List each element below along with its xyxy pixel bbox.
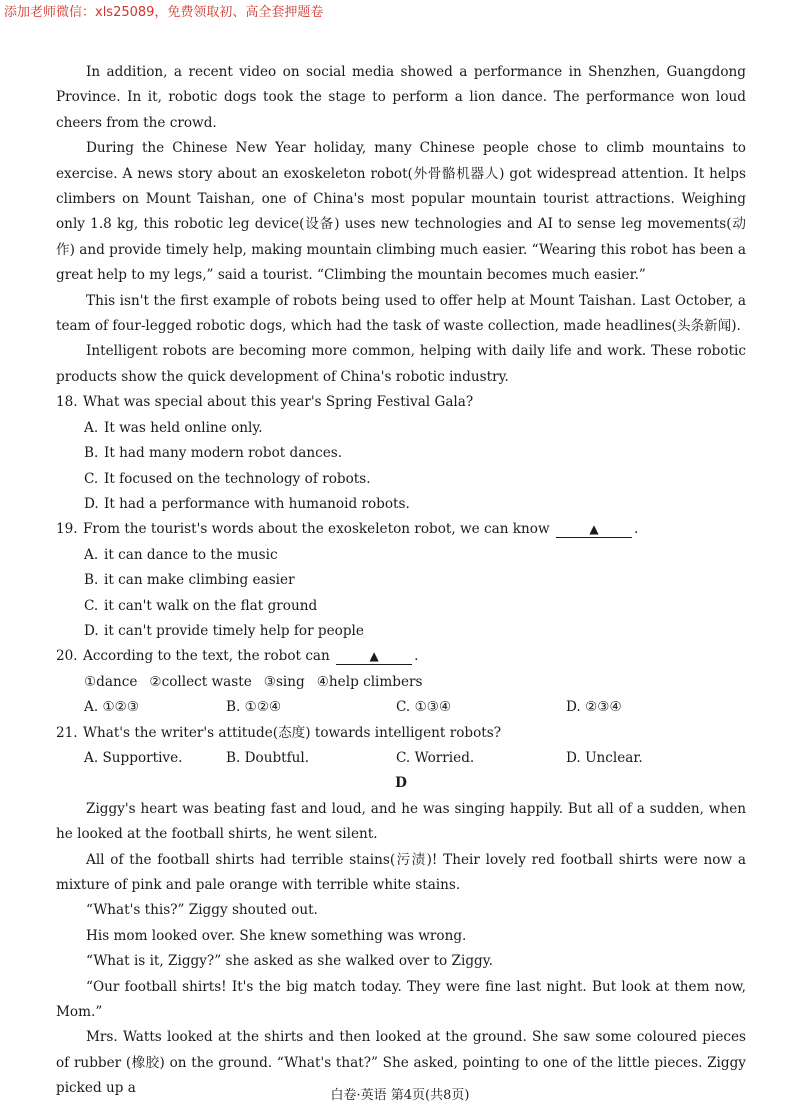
question-stem: What's the writer's attitude(态度) towards intelligent robots? <box>83 724 502 741</box>
option: A. it can dance to the music <box>84 546 278 563</box>
question-stem: What was special about this year's Spring Festival Gala? <box>83 394 474 411</box>
triangle-icon: ▲ <box>369 649 379 664</box>
paragraph: Mrs. Watts looked at the shirts and then looked at the ground. She saw some coloured pieces of rubber (橡胶) on the ground. “What's that?” She asked, pointing to one of the little pieces. Ziggy picked up a <box>56 1029 746 1097</box>
question-18 <box>56 390 746 415</box>
option: B. it can make climbing easier <box>84 572 295 589</box>
question-stem: According to the text, the robot can <box>83 648 330 665</box>
triangle-icon: ▲ <box>589 522 599 537</box>
section-heading: D <box>395 775 407 792</box>
paragraph: Ziggy's heart was beating fast and loud, and he was singing happily. But all of a sudden, when he looked at the football shirts, he went silent. <box>56 800 746 843</box>
question-stem: From the tourist's words about the exoskeleton robot, we can know <box>83 521 550 538</box>
option: D. It had a performance with humanoid robots. <box>84 495 410 512</box>
paragraph: During the Chinese New Year holiday, many Chinese people chose to climb mountains to exercise. A news story about an exoskeleton robot(外骨骼机器人) got widespread attention. It helps climbers on Mount Taishan, one of China's most popular mountain tourist attractions. Weighing only 1.8 kg, this robotic leg device(设备) uses new technologies and AI to sense leg movements(动作) and provide timely help, making mountain climbing much easier. “Wearing this robot has been a great help to my legs,” said a tourist. “Climbing the mountain becomes much easier.” <box>56 140 746 284</box>
page-footer: 白卷·英语 第4页(共8页) <box>330 1088 470 1103</box>
question-number: 19. <box>56 521 78 538</box>
paragraph: “What's this?” Ziggy shouted out. <box>86 902 318 919</box>
options-row: A. Supportive. B. Doubtful. C. Worried. D. Unclear. <box>84 749 643 766</box>
exam-page <box>56 60 746 1102</box>
paragraph: “What is it, Ziggy?” she asked as she walked over to Ziggy. <box>86 953 493 970</box>
option: C. It focused on the technology of robots. <box>84 470 371 487</box>
question-number: 21. <box>56 724 78 741</box>
option: A. It was held online only. <box>84 419 263 436</box>
options-row: A. ①②③ B. ①②④ C. ①③④ D. ②③④ <box>84 699 622 716</box>
question-21 <box>56 721 746 746</box>
paragraph: His mom looked over. She knew something was wrong. <box>86 927 467 944</box>
answer-blank <box>556 521 632 538</box>
option: B. It had many modern robot dances. <box>84 445 343 462</box>
question-number: 18. <box>56 394 78 411</box>
paragraph: All of the football shirts had terrible stains(污渍)! Their lovely red football shirts were now a mixture of pink and pale orange with terrible white stains. <box>56 851 746 893</box>
header-note: 添加老师微信：xls25089，免费领取初、高全套押题卷 <box>4 5 324 20</box>
paragraph: “Our football shirts! It's the big match today. They were fine last night. But look at them now, Mom.” <box>56 978 746 1021</box>
question-20: 20. According to the text, the robot can ▲ . <box>56 644 746 669</box>
question-number: 20. <box>56 648 78 665</box>
answer-blank <box>336 648 412 665</box>
paragraph: This isn't the first example of robots being used to offer help at Mount Taishan. Last October, a team of four-legged robotic dogs, which had the task of waste collection, made headlines(头条新闻). <box>56 292 746 335</box>
option: D. it can't provide timely help for people <box>84 622 364 639</box>
choice-items: ①dance ②collect waste ③sing ④help climbers <box>84 673 423 690</box>
option: C. it can't walk on the flat ground <box>84 597 318 614</box>
question-19: 19. From the tourist's words about the exoskeleton robot, we can know ▲ . <box>56 517 746 542</box>
paragraph: In addition, a recent video on social media showed a performance in Shenzhen, Guangdong Province. In it, robotic dogs took the stage to perform a lion dance. The performance won loud cheers from the crowd. <box>56 64 746 131</box>
paragraph: Intelligent robots are becoming more common, helping with daily life and work. These robotic products show the quick development of China's robotic industry. <box>56 343 746 385</box>
